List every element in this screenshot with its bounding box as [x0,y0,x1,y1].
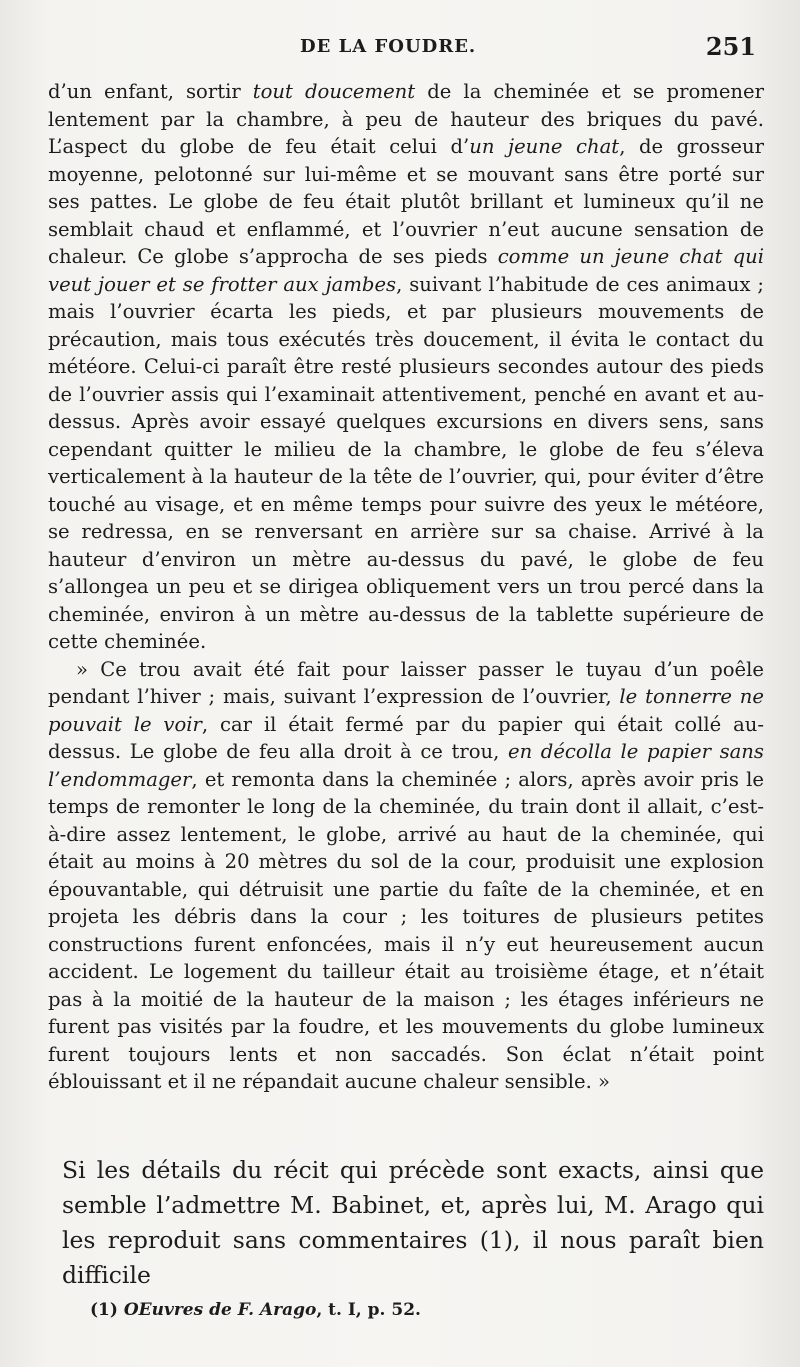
italic-run: en décolla le papier sans l’endommager [48,740,764,791]
body-text [48,78,764,1096]
footnote-ref: , t. I, p. 52. [316,1300,421,1320]
text-run: , suivant l’habitude de ces animaux ; mais l’ouvrier écarta les pieds, et par plusieurs mouvements de précaution, mais tous exécutés très doucement, il évita le contact du météore. Celui-ci paraît être resté plusieurs secondes autour des pieds de l’ouvrier assis qui l’examinait attentivement, penché en avant et au-dessus. Après avoir essayé quelques excursions en divers sens, sans cependant quitter le milieu de la chambre, le globe de feu s’éleva verticalement à la hauteur de la tête de l’ouvrier, qui, pour éviter d’être touché au visage, et en même temps pour suivre des yeux le météore, se redressa, en se renversant en arrière sur sa chaise. Arrivé à la hauteur d’environ un mètre au-dessus du pavé, le globe de feu s’allongea un peu et se dirigea obliquement vers un trou percé dans la cheminée, environ à un mètre au-dessus de la tablette supérieure de cette cheminée. [48,272,764,653]
footnote-title: OEuvres de F. Arago [123,1300,317,1320]
text-run: , de grosseur moyenne, pelotonné sur lui-même et se mouvant sans être porté sur ses pattes. Le globe de feu était plutôt brillant et lumineux qu’il ne semblait chaud et enflammé, et l’ouvrier n’eut aucune sensation de chaleur. Ce globe s’approcha de ses pieds [48,135,764,268]
closing-paragraph [62,1153,764,1293]
italic-run: un jeune chat [469,135,620,158]
closing-text: Si les détails du récit qui précède sont exacts, ainsi que semble l’admettre M. Babinet, et, après lui, M. Arago qui les reproduit sans commentaires (1), il nous paraît bien difficile [62,1156,764,1289]
running-head [0,28,800,68]
running-title: DE LA FOUDRE. [300,36,477,57]
paragraph-1 [48,78,764,656]
footnote-marker: (1) [90,1300,118,1320]
text-run: » Ce trou avait été fait pour laisser passer le tuyau d’un poêle pendant l’hiver ; mais, suivant l’expression de l’ouvrier, [48,657,764,708]
italic-run: comme un jeune chat qui veut jouer et se frotter aux jambes [48,245,764,296]
page-number: 251 [705,32,756,61]
italic-run: le tonnerre ne pouvait le voir [48,685,764,736]
text-run: d’un enfant, sortir [48,80,253,103]
paragraph-2 [48,656,764,1096]
text-run: , et remonta dans la cheminée ; alors, après avoir pris le temps de remonter le long de la cheminée, du train dont il allait, c’est-à-dire assez lentement, le globe, arrivé au haut de la cheminée, qui était au moins à 20 mètres du sol de la cour, produisit une explosion épouvantable, qui détruisit une partie du faîte de la cheminée, et en projeta les débris dans la cour ; les toitures de plusieurs petites constructions furent enfoncées, mais il n’y eut heureusement aucun accident. Le logement du tailleur était au troisième étage, et n’était pas à la moitié de la hauteur de la maison ; les étages inférieurs ne furent pas visités par la foudre, et les mouvements du globe lumineux furent toujours lents et non saccadés. Son éclat n’était point éblouissant et il ne répandait aucune chaleur sensible. » [48,767,764,1093]
text-run: de la cheminée et se promener lentement par la chambre, à peu de hauteur des briques du pavé. L’aspect du globe de feu était celui d’ [48,80,765,158]
footnote [90,1300,421,1320]
italic-run: tout doucement [252,80,416,103]
text-run: , car il était fermé par du papier qui était collé au-dessus. Le globe de feu alla droit à ce trou, [48,712,765,763]
